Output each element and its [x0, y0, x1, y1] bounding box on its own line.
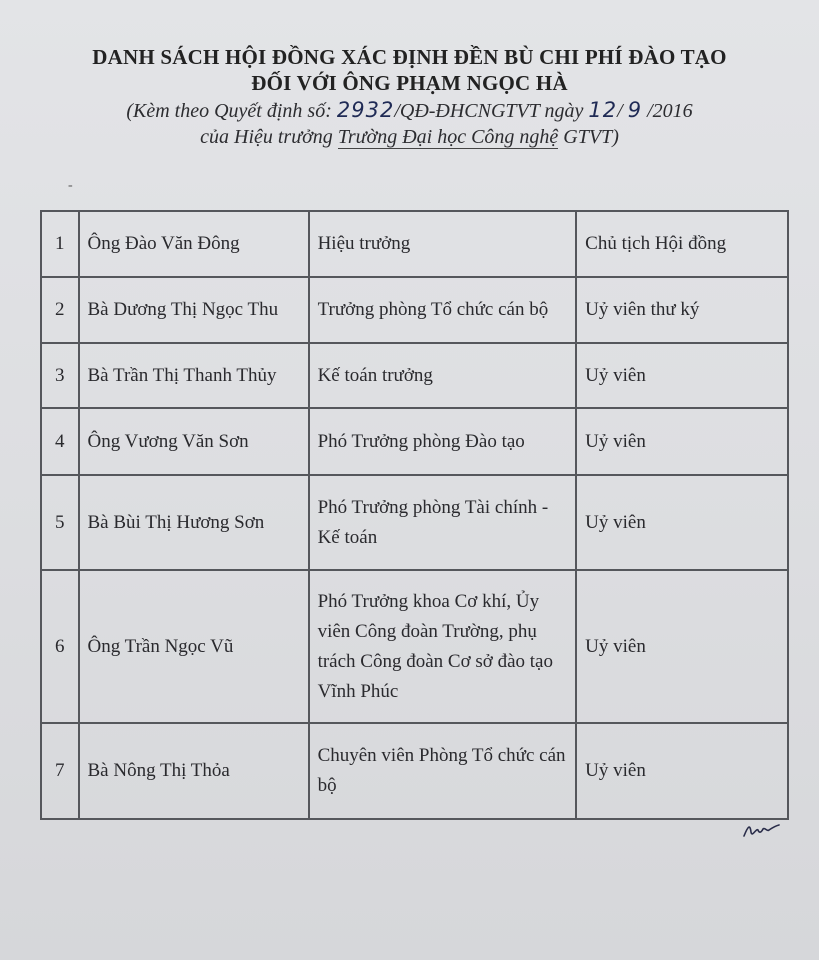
row-number: 2 — [41, 277, 79, 343]
member-name: Bà Dương Thị Ngọc Thu — [79, 277, 309, 343]
table-row — [41, 211, 788, 277]
member-role: Chủ tịch Hội đồng — [576, 211, 788, 277]
member-name: Ông Trần Ngọc Vũ — [79, 570, 309, 723]
member-position: Phó Trưởng phòng Tài chính - Kế toán — [309, 475, 577, 570]
member-role: Uỷ viên — [576, 343, 788, 408]
member-name: Ông Vương Văn Sơn — [79, 408, 309, 475]
issuer-prefix: của Hiệu trưởng — [200, 126, 338, 148]
row-number: 6 — [41, 570, 79, 723]
member-position: Phó Trưởng khoa Cơ khí, Ủy viên Công đoàn Trường, phụ trách Công đoàn Cơ sở đào tạo Vĩnh Phúc — [309, 570, 577, 723]
table-row — [41, 408, 788, 475]
member-name: Ông Đào Văn Đông — [79, 211, 309, 277]
issuer-school: Trường Đại học Công nghệ — [337, 126, 559, 148]
decision-month-handwritten: 9 — [627, 98, 643, 122]
table-row — [41, 475, 788, 570]
decision-day-handwritten: 12 — [588, 98, 618, 122]
member-role: Uỷ viên thư ký — [576, 277, 788, 343]
document-title-line2: ĐỐI VỚI ÔNG PHẠM NGỌC HÀ — [251, 71, 568, 95]
member-position: Phó Trưởng phòng Đào tạo — [309, 408, 577, 475]
table-row — [41, 343, 788, 408]
member-role: Uỷ viên — [576, 475, 788, 570]
row-number: 5 — [41, 475, 79, 570]
table-row — [41, 723, 788, 819]
decision-number-handwritten: 2932 — [336, 98, 395, 122]
member-role: Uỷ viên — [576, 570, 788, 723]
member-position: Kế toán trưởng — [309, 343, 577, 408]
decision-reference-line — [0, 98, 819, 123]
stray-mark: - — [68, 178, 73, 193]
table-row — [41, 277, 788, 343]
decision-code: /QĐ-ĐHCNGTVT ngày — [394, 100, 589, 122]
issuer-suffix: GTVT) — [558, 126, 619, 148]
issuer-line — [0, 126, 819, 149]
date-separator: / — [617, 100, 628, 122]
handwritten-initial-mark — [742, 820, 782, 842]
member-position: Hiệu trưởng — [309, 211, 577, 277]
member-role: Uỷ viên — [576, 408, 788, 475]
decision-prefix: (Kèm theo Quyết định số: — [126, 100, 337, 122]
council-members-table — [40, 210, 789, 820]
member-name: Bà Trần Thị Thanh Thủy — [79, 343, 309, 408]
member-position: Trưởng phòng Tổ chức cán bộ — [309, 277, 577, 343]
row-number: 7 — [41, 723, 79, 819]
member-name: Bà Bùi Thị Hương Sơn — [79, 475, 309, 570]
member-position: Chuyên viên Phòng Tổ chức cán bộ — [309, 723, 577, 819]
row-number: 4 — [41, 408, 79, 475]
member-role: Uỷ viên — [576, 723, 788, 819]
row-number: 1 — [41, 211, 79, 277]
member-name: Bà Nông Thị Thỏa — [79, 723, 309, 819]
decision-year: /2016 — [642, 100, 693, 122]
table-row — [41, 570, 788, 723]
row-number: 3 — [41, 343, 79, 408]
document-title-line1: DANH SÁCH HỘI ĐỒNG XÁC ĐỊNH ĐỀN BÙ CHI PHÍ ĐÀO TẠO — [92, 45, 727, 69]
